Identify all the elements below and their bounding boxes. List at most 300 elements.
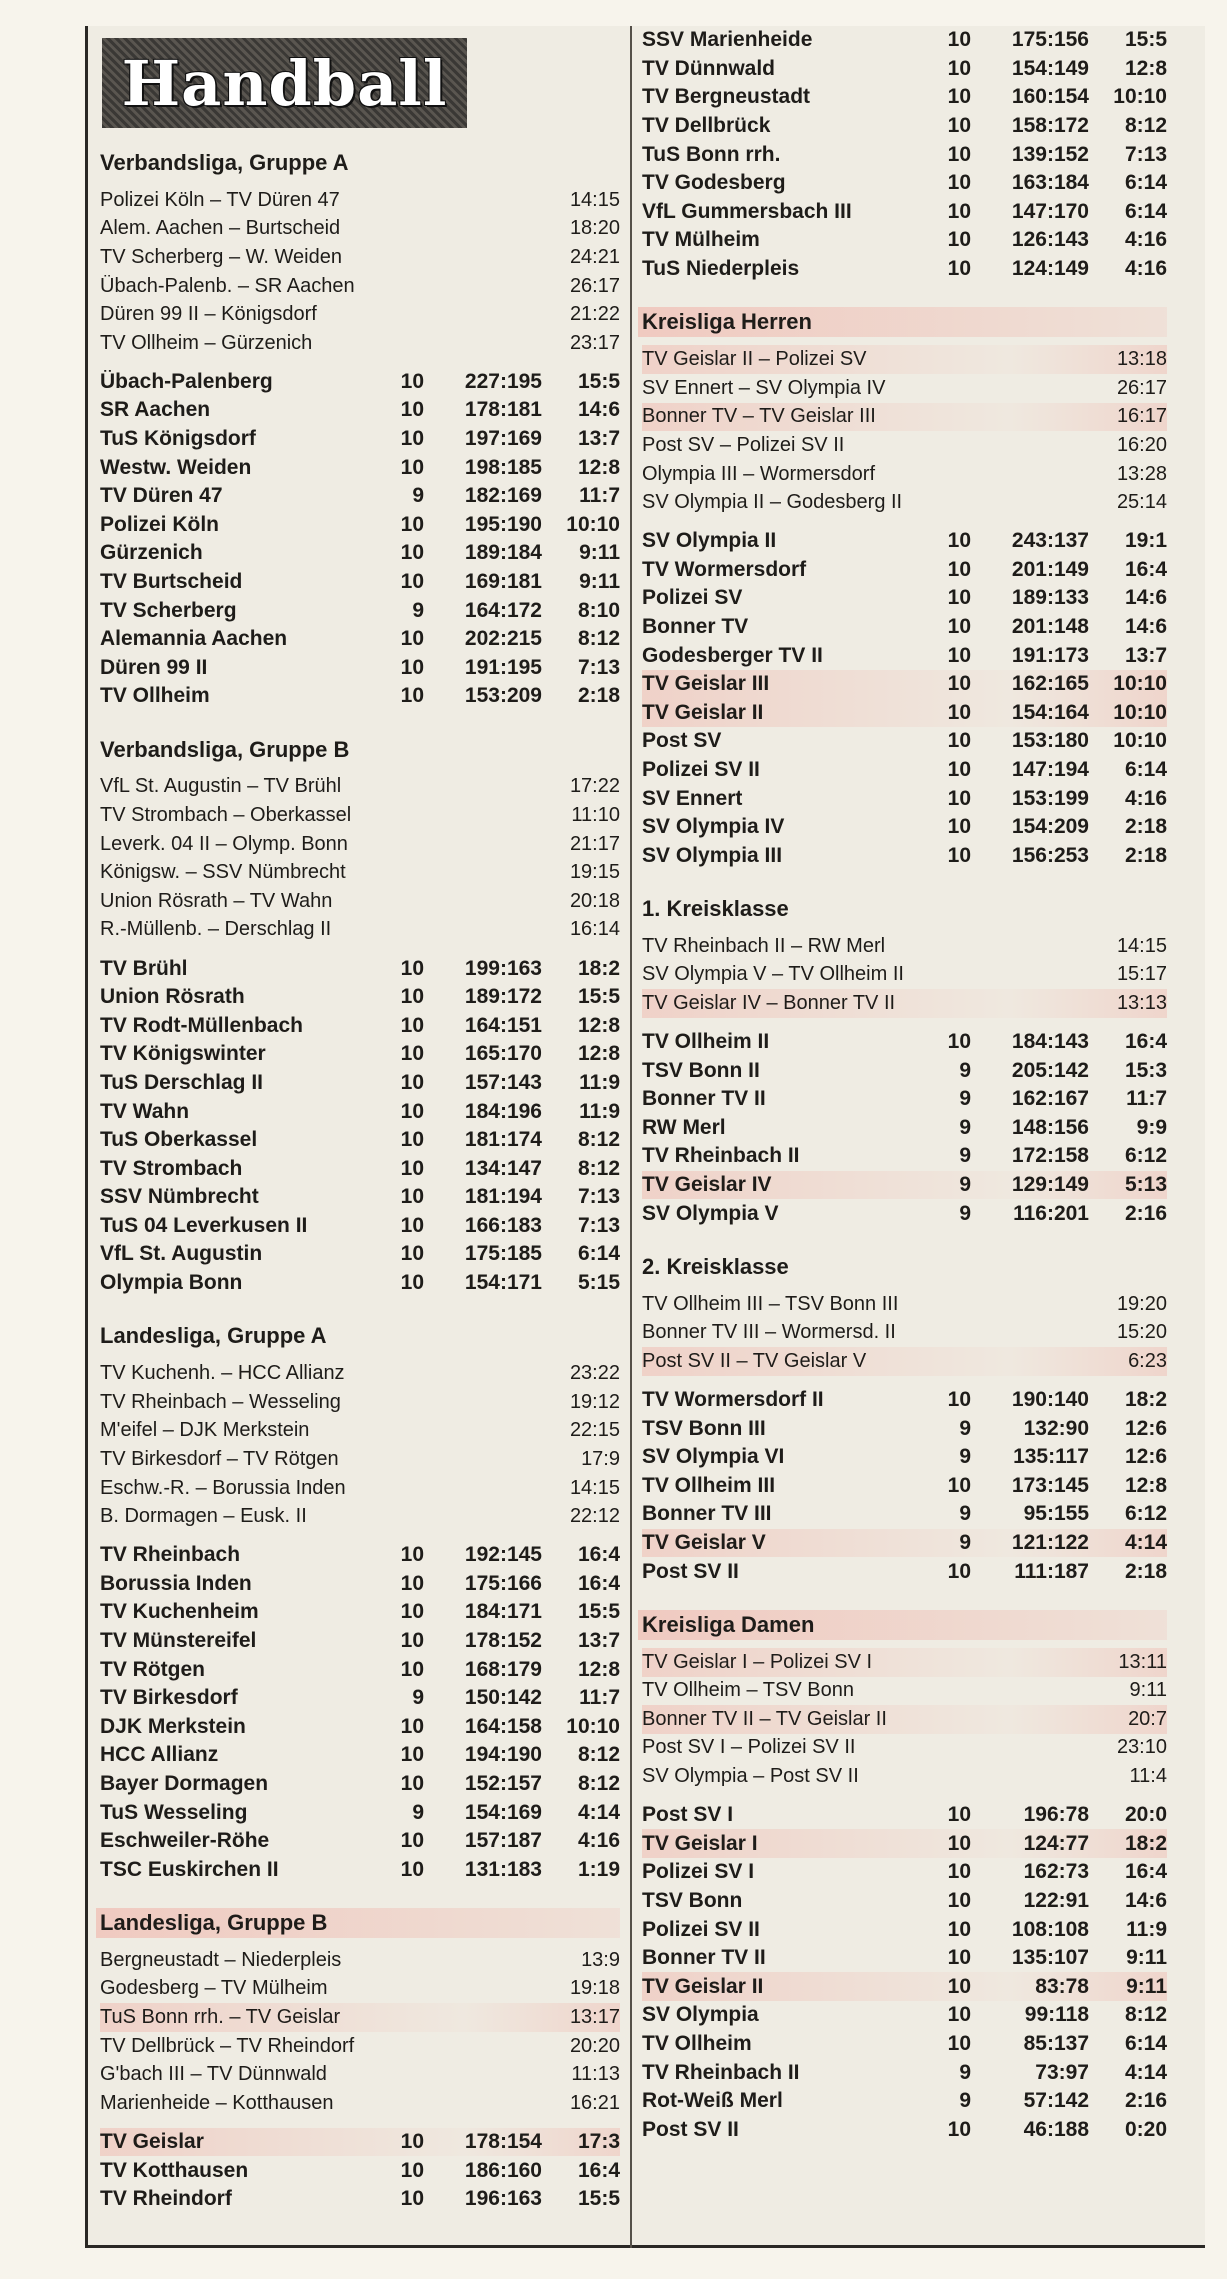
games-played: 10 — [400, 1657, 424, 1681]
standings-row — [100, 1684, 620, 1713]
standings-row — [100, 539, 620, 568]
games-played: 9 — [959, 1416, 971, 1440]
goal-ratio: 122:91 — [1023, 1888, 1089, 1912]
goal-ratio: 192:145 — [464, 1543, 542, 1567]
goal-ratio: 134:147 — [464, 1156, 542, 1180]
points: 10:10 — [1113, 729, 1167, 753]
team-name: TV Rheinbach — [100, 1543, 241, 1567]
match-result — [100, 773, 620, 802]
team-name: Polizei SV II — [642, 757, 760, 781]
standings-row — [100, 1040, 620, 1069]
goal-ratio: 227:195 — [464, 369, 542, 393]
match-pairing: Olympia III – Wormersdorf — [642, 462, 876, 485]
games-played: 10 — [400, 1714, 424, 1738]
team-name: VfL Gummersbach III — [642, 199, 852, 223]
goal-ratio: 191:195 — [464, 655, 542, 679]
match-score: 19:12 — [569, 1390, 620, 1413]
team-name: Bayer Dormagen — [100, 1771, 269, 1795]
team-name: Alemannia Aachen — [100, 627, 288, 651]
points: 12:8 — [577, 1657, 620, 1681]
goal-ratio: 148:156 — [1011, 1115, 1089, 1139]
goal-ratio: 202:215 — [464, 627, 542, 651]
team-name: Polizei Köln — [100, 512, 220, 536]
points: 10:10 — [1113, 700, 1167, 724]
games-played: 10 — [400, 655, 424, 679]
goal-ratio: 147:194 — [1011, 757, 1089, 781]
match-result — [642, 961, 1167, 990]
team-name: Düren 99 II — [100, 655, 208, 679]
team-name: Olympia Bonn — [100, 1271, 243, 1295]
goal-ratio: 57:142 — [1023, 2089, 1089, 2113]
standings-row — [100, 1713, 620, 1742]
team-name: Bonner TV — [642, 614, 749, 638]
team-name: TV Ollheim II — [642, 1030, 770, 1054]
points: 15:5 — [577, 1600, 620, 1624]
team-name: SR Aachen — [100, 398, 211, 422]
games-played: 10 — [947, 28, 971, 52]
match-result — [642, 374, 1167, 403]
goal-ratio: 178:152 — [464, 1629, 542, 1653]
team-name: TV Strombach — [100, 1156, 243, 1180]
match-pairing: Marienheide – Kotthausen — [100, 2091, 334, 2114]
match-score: 16:14 — [569, 918, 620, 941]
team-name: Borussia Inden — [100, 1571, 252, 1595]
team-name: TV Bergneustadt — [642, 85, 811, 109]
match-pairing: B. Dormagen – Eusk. II — [100, 1505, 307, 1528]
goal-ratio: 205:142 — [1011, 1058, 1089, 1082]
goal-ratio: 166:183 — [464, 1213, 542, 1237]
games-played: 9 — [412, 484, 424, 508]
games-played: 10 — [400, 2129, 424, 2153]
points: 8:12 — [577, 1771, 620, 1795]
match-pairing: R.-Müllenb. – Derschlag II — [100, 918, 332, 941]
team-name: TV Ollheim — [100, 684, 210, 708]
goal-ratio: 184:143 — [1011, 1030, 1089, 1054]
match-result — [100, 887, 620, 916]
standings-row — [642, 1085, 1167, 1114]
games-played: 10 — [947, 1559, 971, 1583]
match-result — [642, 1319, 1167, 1348]
goal-ratio: 46:188 — [1023, 2117, 1089, 2141]
points: 10:10 — [566, 1714, 620, 1738]
match-score: 9:11 — [1129, 1679, 1167, 1702]
standings-row — [642, 1858, 1167, 1887]
team-name: SSV Nümbrecht — [100, 1185, 259, 1209]
games-played: 10 — [947, 2117, 971, 2141]
standings-row — [100, 1097, 620, 1126]
goal-ratio: 173:145 — [1011, 1473, 1089, 1497]
team-name: Rot-Weiß Merl — [642, 2089, 783, 2113]
match-result — [642, 1677, 1167, 1706]
goal-ratio: 186:160 — [464, 2158, 542, 2182]
standings-row — [642, 255, 1167, 284]
spacer — [100, 358, 620, 368]
games-played: 10 — [400, 1629, 424, 1653]
team-name: SV Olympia II — [642, 529, 777, 553]
team-name: Post SV I — [642, 1803, 734, 1827]
standings-row — [100, 1183, 620, 1212]
match-score: 17:22 — [569, 775, 620, 798]
match-score: 26:17 — [569, 274, 620, 297]
team-name: Polizei SV I — [642, 1860, 755, 1884]
match-result — [100, 215, 620, 244]
games-played: 9 — [412, 598, 424, 622]
team-name: TV Geislar III — [642, 672, 770, 696]
points: 11:7 — [579, 484, 620, 508]
match-score: 13:28 — [1116, 462, 1167, 485]
points: 9:9 — [1136, 1115, 1167, 1139]
team-name: TV Ollheim — [642, 2031, 752, 2055]
match-score: 23:10 — [1116, 1736, 1167, 1759]
team-name: Bonner TV II — [642, 1087, 766, 1111]
match-result — [642, 1762, 1167, 1791]
standings-row — [642, 1114, 1167, 1143]
team-name: TV Geislar I — [642, 1831, 758, 1855]
match-pairing: SV Olympia II – Godesberg II — [642, 491, 903, 514]
points: 4:16 — [577, 1829, 620, 1853]
games-played: 10 — [947, 171, 971, 195]
standings-row — [642, 1557, 1167, 1586]
team-name: TV Düren 47 — [100, 484, 223, 508]
points: 2:16 — [1124, 1201, 1167, 1225]
match-result — [100, 272, 620, 301]
match-score: 19:15 — [569, 861, 620, 884]
team-name: TV Burtscheid — [100, 570, 243, 594]
goal-ratio: 175:156 — [1011, 28, 1089, 52]
games-played: 10 — [400, 1829, 424, 1853]
match-result — [642, 403, 1167, 432]
standings-row — [642, 2087, 1167, 2116]
match-score: 11:10 — [571, 804, 620, 827]
league-section — [642, 1610, 1167, 2144]
games-played: 10 — [947, 757, 971, 781]
spacer — [100, 2118, 620, 2128]
match-pairing: SV Ennert – SV Olympia IV — [642, 376, 886, 399]
points: 1:19 — [577, 1857, 620, 1881]
points: 2:18 — [577, 684, 620, 708]
team-name: Eschweiler-Röhe — [100, 1829, 270, 1853]
points: 13:7 — [577, 427, 620, 451]
points: 18:2 — [577, 956, 620, 980]
goal-ratio: 243:137 — [1011, 529, 1089, 553]
goal-ratio: 135:107 — [1011, 1946, 1089, 1970]
match-score: 26:17 — [1116, 376, 1167, 399]
team-name: TuS Bonn rrh. — [642, 142, 781, 166]
team-name: TV Rheinbach II — [642, 2060, 800, 2084]
games-played: 10 — [947, 557, 971, 581]
match-result — [100, 1946, 620, 1975]
team-name: TV Geislar — [100, 2129, 204, 2153]
goal-ratio: 201:148 — [1011, 614, 1089, 638]
points: 2:18 — [1124, 815, 1167, 839]
continued-standings-table — [642, 26, 1167, 283]
masthead — [102, 38, 467, 128]
standings-row — [642, 226, 1167, 255]
games-played: 10 — [400, 541, 424, 565]
goal-ratio: 85:137 — [1023, 2031, 1089, 2055]
match-pairing: TV Kuchenh. – HCC Allianz — [100, 1362, 345, 1385]
games-played: 10 — [947, 2031, 971, 2055]
points: 8:12 — [577, 1743, 620, 1767]
points: 6:14 — [1124, 2031, 1167, 2055]
match-pairing: VfL St. Augustin – TV Brühl — [100, 775, 342, 798]
match-pairing: TV Geislar II – Polizei SV — [642, 348, 867, 371]
standings-row — [642, 1142, 1167, 1171]
goal-ratio: 154:149 — [1011, 56, 1089, 80]
match-result — [100, 2060, 620, 2089]
team-name: HCC Allianz — [100, 1743, 219, 1767]
points: 11:9 — [579, 1070, 620, 1094]
team-name: TV Rheinbach II — [642, 1144, 800, 1168]
goal-ratio: 178:181 — [464, 398, 542, 422]
standings-row — [100, 1770, 620, 1799]
team-name: TV Geislar V — [642, 1531, 766, 1555]
goal-ratio: 150:142 — [464, 1686, 542, 1710]
games-played: 9 — [959, 1144, 971, 1168]
standings-row — [100, 1126, 620, 1155]
goal-ratio: 157:143 — [464, 1070, 542, 1094]
standings-row — [100, 1798, 620, 1827]
team-name: TV Brühl — [100, 956, 188, 980]
standings-row — [642, 55, 1167, 84]
points: 12:8 — [577, 455, 620, 479]
standings-row — [100, 1240, 620, 1269]
standings-row — [642, 1887, 1167, 1916]
team-name: SV Olympia V — [642, 1201, 779, 1225]
games-played: 10 — [400, 1213, 424, 1237]
team-name: RW Merl — [642, 1115, 726, 1139]
standings-row — [642, 83, 1167, 112]
standings-row — [642, 698, 1167, 727]
points: 6:12 — [1124, 1144, 1167, 1168]
match-pairing: TV Strombach – Oberkassel — [100, 804, 352, 827]
match-pairing: Polizei Köln – TV Düren 47 — [100, 188, 340, 211]
spacer — [642, 1018, 1167, 1028]
points: 20:0 — [1124, 1803, 1167, 1827]
games-played: 10 — [947, 586, 971, 610]
goal-ratio: 181:174 — [464, 1128, 542, 1152]
points: 15:5 — [577, 985, 620, 1009]
team-name: DJK Merkstein — [100, 1714, 246, 1738]
goal-ratio: 160:154 — [1011, 85, 1089, 109]
league-section — [642, 1252, 1167, 1586]
match-score: 25:14 — [1116, 491, 1167, 514]
standings-row — [100, 983, 620, 1012]
spacer — [100, 944, 620, 954]
league-section — [100, 1321, 620, 1884]
points: 15:5 — [1124, 28, 1167, 52]
standings-row — [100, 625, 620, 654]
league-section — [100, 735, 620, 1298]
goal-ratio: 189:172 — [464, 985, 542, 1009]
goal-ratio: 139:152 — [1011, 142, 1089, 166]
team-name: TV Münstereifel — [100, 1629, 257, 1653]
league-title: Kreisliga Herren — [638, 307, 1167, 337]
standings-row — [642, 169, 1167, 198]
points: 16:4 — [1124, 557, 1167, 581]
standings-row — [642, 584, 1167, 613]
team-name: Post SV — [642, 729, 722, 753]
team-name: TV Ollheim III — [642, 1473, 776, 1497]
goal-ratio: 168:179 — [464, 1657, 542, 1681]
games-played: 10 — [947, 1860, 971, 1884]
match-result — [642, 1290, 1167, 1319]
standings-row — [642, 670, 1167, 699]
games-played: 10 — [400, 1571, 424, 1595]
match-result — [642, 488, 1167, 517]
goal-ratio: 153:180 — [1011, 729, 1089, 753]
points: 12:6 — [1124, 1416, 1167, 1440]
match-pairing: TV Ollheim III – TSV Bonn III — [642, 1292, 899, 1315]
match-result — [642, 1347, 1167, 1376]
standings-row — [100, 425, 620, 454]
match-pairing: Leverk. 04 II – Olymp. Bonn — [100, 832, 348, 855]
points: 13:7 — [577, 1629, 620, 1653]
team-name: TSV Bonn — [642, 1888, 743, 1912]
standings-row — [642, 2115, 1167, 2144]
points: 10:10 — [1113, 85, 1167, 109]
match-result — [100, 1359, 620, 1388]
match-score: 20:20 — [569, 2034, 620, 2057]
games-played: 10 — [400, 1128, 424, 1152]
team-name: TV Kotthausen — [100, 2158, 249, 2182]
points: 4:14 — [577, 1800, 620, 1824]
standings-row — [100, 453, 620, 482]
games-played: 10 — [947, 1974, 971, 1998]
points: 12:8 — [577, 1013, 620, 1037]
points: 7:13 — [577, 1213, 620, 1237]
match-result — [100, 858, 620, 887]
goal-ratio: 199:163 — [464, 956, 542, 980]
match-score: 14:15 — [569, 188, 620, 211]
games-played: 9 — [959, 1502, 971, 1526]
match-pairing: Bonner TV III – Wormersd. II — [642, 1321, 896, 1344]
standings-row — [642, 1972, 1167, 2001]
points: 11:9 — [579, 1099, 620, 1123]
goal-ratio: 201:149 — [1011, 557, 1089, 581]
goal-ratio: 190:140 — [1011, 1388, 1089, 1412]
points: 4:16 — [1124, 786, 1167, 810]
spacer — [642, 517, 1167, 527]
match-result — [100, 186, 620, 215]
points: 9:11 — [1126, 1946, 1167, 1970]
goal-ratio: 195:190 — [464, 512, 542, 536]
match-score: 24:21 — [569, 245, 620, 268]
goal-ratio: 126:143 — [1011, 228, 1089, 252]
games-played: 10 — [400, 1042, 424, 1066]
games-played: 10 — [400, 1070, 424, 1094]
match-score: 14:15 — [569, 1476, 620, 1499]
standings-row — [100, 2185, 620, 2214]
games-played: 10 — [947, 2003, 971, 2027]
games-played: 10 — [400, 1543, 424, 1567]
match-score: 13:9 — [581, 1948, 620, 1971]
team-name: TSV Bonn III — [642, 1416, 766, 1440]
league-title: Landesliga, Gruppe B — [96, 1908, 620, 1938]
match-result — [100, 2089, 620, 2118]
goal-ratio: 169:181 — [464, 570, 542, 594]
league-title: Kreisliga Damen — [638, 1610, 1167, 1640]
team-name: VfL St. Augustin — [100, 1242, 263, 1266]
masthead-title: Handball — [121, 46, 448, 120]
team-name: Übach-Palenberg — [100, 369, 273, 393]
team-name: TV Rheindorf — [100, 2187, 232, 2211]
points: 8:10 — [577, 598, 620, 622]
team-name: TV Geislar II — [642, 1974, 764, 1998]
standings-row — [100, 1655, 620, 1684]
games-played: 10 — [947, 1888, 971, 1912]
team-name: TSV Bonn II — [642, 1058, 760, 1082]
match-result — [642, 1648, 1167, 1677]
team-name: SV Olympia — [642, 2003, 759, 2027]
match-result — [100, 916, 620, 945]
games-played: 9 — [959, 2089, 971, 2113]
match-pairing: Übach-Palenb. – SR Aachen — [100, 274, 355, 297]
games-played: 10 — [947, 228, 971, 252]
team-name: TV Godesberg — [642, 171, 786, 195]
goal-ratio: 194:190 — [464, 1743, 542, 1767]
match-score: 22:15 — [569, 1419, 620, 1442]
standings-row — [100, 1827, 620, 1856]
points: 4:16 — [1124, 228, 1167, 252]
match-score: 13:18 — [1116, 348, 1167, 371]
league-section — [642, 307, 1167, 870]
match-pairing: TV Ollheim – Gürzenich — [100, 331, 313, 354]
goal-ratio: 162:167 — [1011, 1087, 1089, 1111]
team-name: Polizei SV — [642, 586, 743, 610]
standings-row — [100, 1011, 620, 1040]
team-name: TSC Euskirchen II — [100, 1857, 279, 1881]
games-played: 10 — [947, 1388, 971, 1412]
points: 6:14 — [577, 1242, 620, 1266]
games-played: 10 — [947, 114, 971, 138]
team-name: TV Dünnwald — [642, 56, 775, 80]
games-played: 10 — [400, 2187, 424, 2211]
league-section — [100, 148, 620, 711]
match-result — [100, 1388, 620, 1417]
points: 6:14 — [1124, 757, 1167, 781]
match-pairing: Godesberg – TV Mülheim — [100, 1977, 328, 2000]
goal-ratio: 163:184 — [1011, 171, 1089, 195]
standings-row — [642, 1056, 1167, 1085]
match-pairing: Bonner TV II – TV Geislar II — [642, 1707, 887, 1730]
standings-row — [642, 641, 1167, 670]
standings-row — [642, 1199, 1167, 1228]
match-pairing: TV Scherberg – W. Weiden — [100, 245, 342, 268]
match-pairing: TV Birkesdorf – TV Rötgen — [100, 1447, 339, 1470]
points: 14:6 — [1124, 1888, 1167, 1912]
match-pairing: G'bach III – TV Dünnwald — [100, 2063, 327, 2086]
standings-row — [100, 1855, 620, 1884]
team-name: Post SV II — [642, 1559, 739, 1583]
team-name: SV Ennert — [642, 786, 743, 810]
standings-row — [100, 596, 620, 625]
standings-row — [100, 1541, 620, 1570]
league-title: Verbandsliga, Gruppe A — [100, 150, 349, 175]
match-pairing: Post SV II – TV Geislar V — [642, 1349, 867, 1372]
match-score: 15:20 — [1116, 1321, 1167, 1344]
match-result — [100, 243, 620, 272]
games-played: 10 — [947, 1030, 971, 1054]
games-played: 10 — [400, 2158, 424, 2182]
match-score: 6:23 — [1128, 1349, 1167, 1372]
league-section — [100, 1908, 620, 2213]
team-name: TV Königswinter — [100, 1042, 266, 1066]
goal-ratio: 116:201 — [1013, 1201, 1089, 1225]
team-name: SV Olympia VI — [642, 1445, 785, 1469]
goal-ratio: 164:172 — [464, 598, 542, 622]
games-played: 10 — [947, 1803, 971, 1827]
